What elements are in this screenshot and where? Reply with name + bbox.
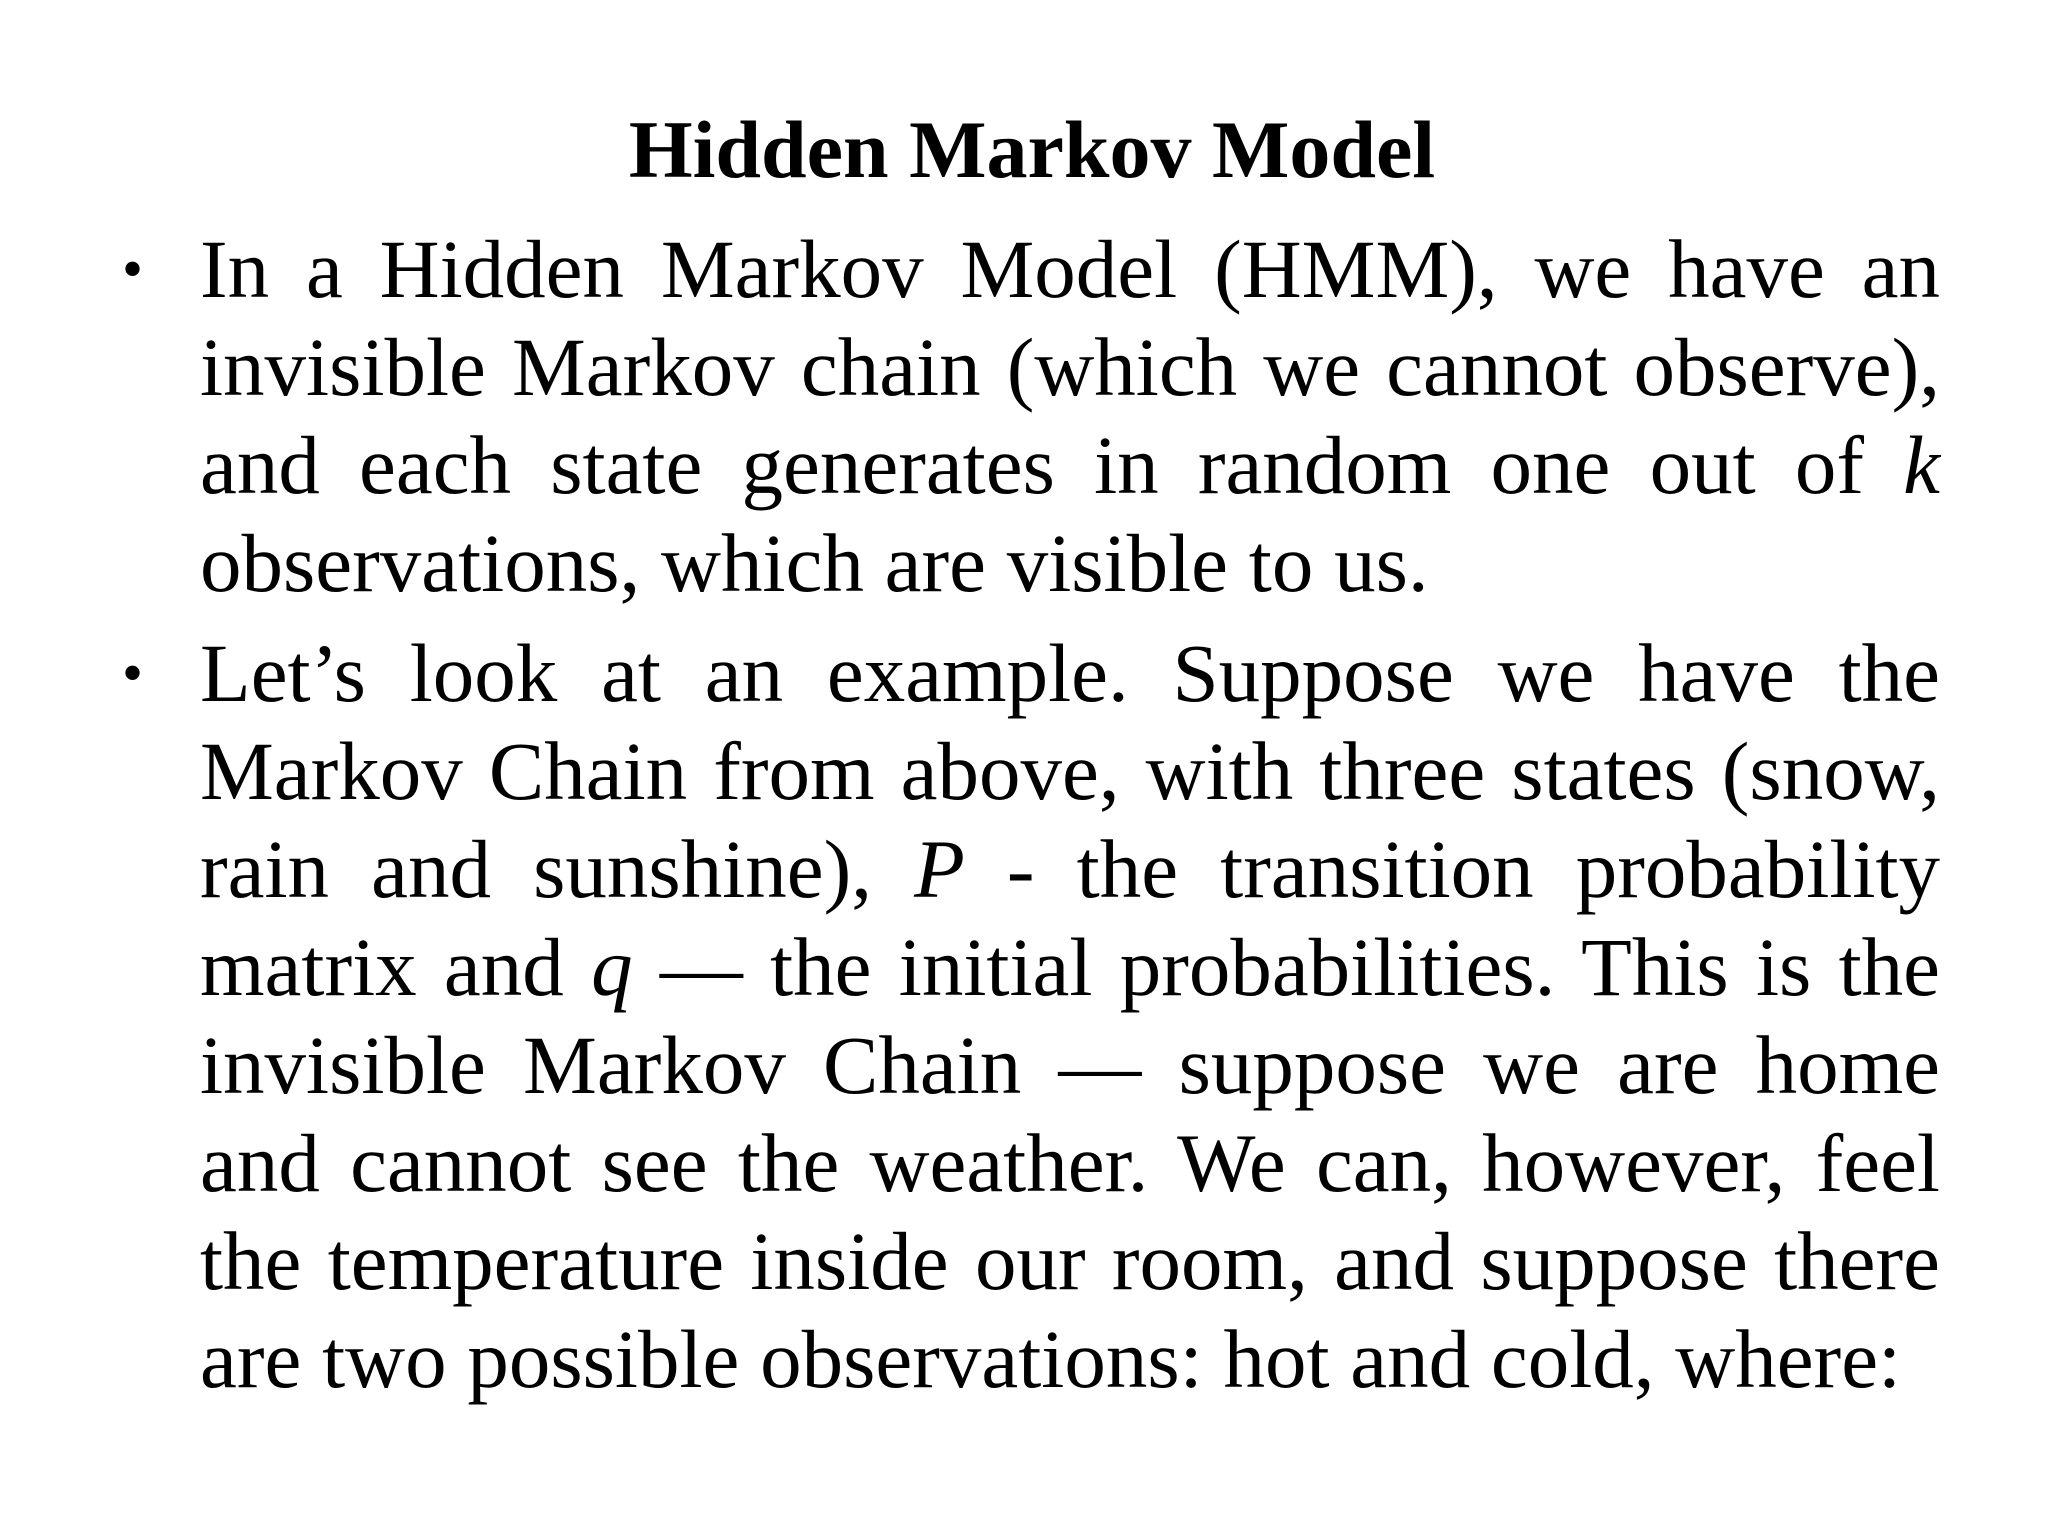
bullet-item-example bbox=[122, 624, 1941, 1408]
bullet-text: Let’s look at an example. Suppose we have the Markov Chain from above, with three states (snow, rain and sunshine), bbox=[200, 627, 1940, 915]
bullet-icon: • bbox=[122, 640, 144, 706]
bullet-text: In a Hidden Markov Model (HMM), we have an invisible Markov chain (which we cannot observe), and each state generates in random one out of bbox=[200, 223, 1940, 511]
bullet-icon: • bbox=[122, 236, 144, 302]
slide-title: Hidden Markov Model bbox=[628, 104, 1436, 195]
variable-p: P bbox=[914, 823, 965, 915]
bullet-list bbox=[122, 220, 1941, 1420]
bullet-text: — the initial probabilities. This is the invisible Markov Chain — suppose we are home and cannot see the weather. We can, however, feel the temperature inside our room, and suppose there are two possible observations: hot and cold, where: bbox=[200, 921, 1941, 1405]
variable-k: k bbox=[1903, 419, 1941, 511]
bullet-text: - the transition probability matrix and bbox=[200, 823, 1940, 1013]
bullet-item-hmm-definition bbox=[122, 220, 1941, 612]
bullet-text: observations, which are visible to us. bbox=[200, 517, 1429, 609]
variable-q: q bbox=[591, 921, 633, 1013]
